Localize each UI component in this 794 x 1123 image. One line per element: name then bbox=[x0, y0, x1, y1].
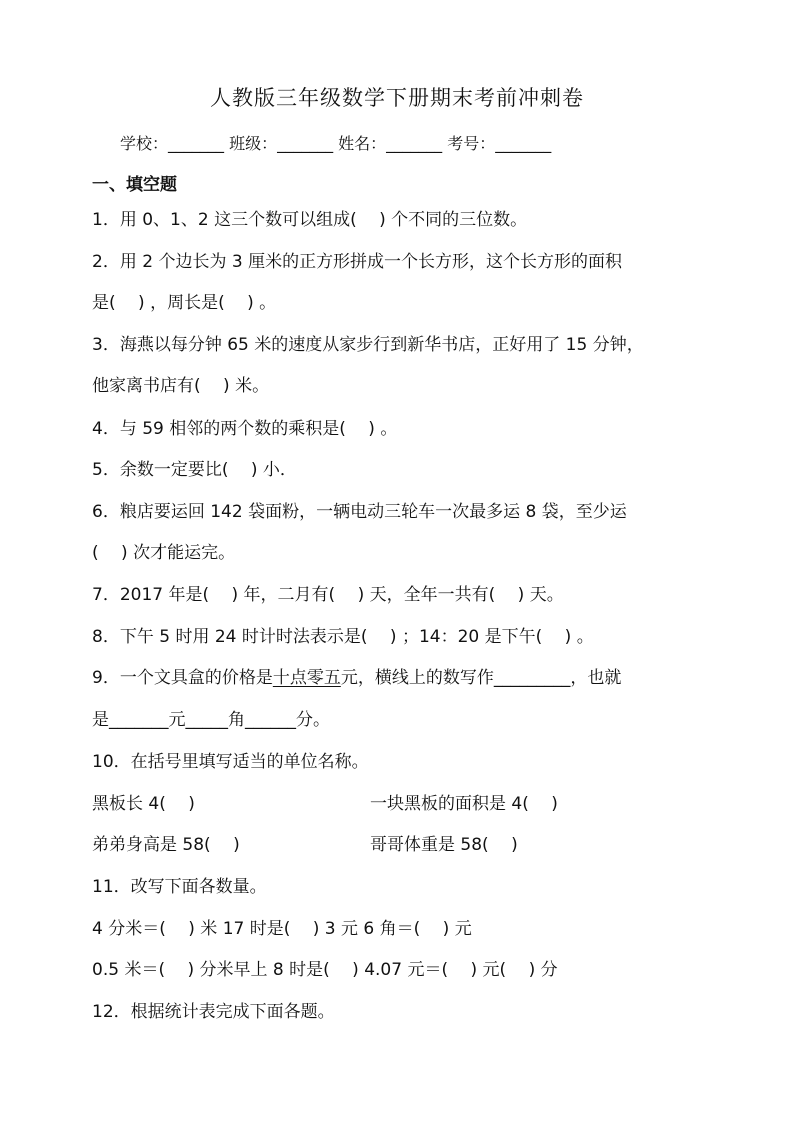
q9-underlined-amount: 十点零五 bbox=[272, 668, 341, 688]
question-9-line-2: 是_______元_____角______分。 bbox=[92, 710, 330, 730]
question-7: 7．2017 年是( ) 年，二月有( ) 天，全年一共有( ) 天。 bbox=[92, 585, 564, 605]
question-10: 10．在括号里填写适当的单位名称。 bbox=[92, 752, 369, 772]
question-1: 1．用 0、1、2 这三个数可以组成( ) 个不同的三位数。 bbox=[92, 210, 528, 230]
q10-item-a: 黑板长 4( ) bbox=[92, 794, 195, 814]
question-11: 11．改写下面各数量。 bbox=[92, 877, 267, 897]
question-3-line-2: 他家离书店有( ) 米。 bbox=[92, 376, 270, 396]
question-3-line-1: 3．海燕以每分钟 65 米的速度从家步行到新华书店，正好用了 15 分钟， bbox=[92, 335, 644, 355]
q9-suffix: 元，横线上的数写作_________，也就 bbox=[340, 668, 622, 688]
q10-item-d: 哥哥体重是 58( ) bbox=[370, 835, 518, 855]
question-9-line-1 bbox=[92, 670, 621, 687]
page-title: 人教版三年级数学下册期末考前冲刺卷 bbox=[210, 86, 584, 110]
student-info-line: 学校：_______ 班级：_______ 姓名：_______ 考号：_______ bbox=[120, 134, 552, 153]
question-6-line-1: 6．粮店要运回 142 袋面粉，一辆电动三轮车一次最多运 8 袋，至少运 bbox=[92, 502, 627, 522]
question-12: 12．根据统计表完成下面各题。 bbox=[92, 1002, 335, 1022]
q11-row-2: 0.5 米＝( ) 分米早上 8 时是( ) 4.07 元＝( ) 元( ) 分 bbox=[92, 960, 558, 980]
question-2-line-2: 是( ) ，周长是( ) 。 bbox=[92, 293, 277, 313]
q10-item-b: 一块黑板的面积是 4( ) bbox=[370, 794, 558, 814]
q10-item-c: 弟弟身高是 58( ) bbox=[92, 835, 240, 855]
question-4: 4．与 59 相邻的两个数的乘积是( ) 。 bbox=[92, 419, 398, 439]
question-5: 5．余数一定要比( ) 小． bbox=[92, 460, 297, 480]
question-2-line-1: 2．用 2 个边长为 3 厘米的正方形拼成一个长方形，这个长方形的面积 bbox=[92, 252, 623, 272]
q11-row-1: 4 分米＝( ) 米 17 时是( ) 3 元 6 角＝( ) 元 bbox=[92, 919, 472, 939]
question-6-line-2: ( ) 次才能运完。 bbox=[92, 543, 236, 563]
question-8: 8．下午 5 时用 24 时计时法表示是( ) ；14：20 是下午( ) 。 bbox=[92, 627, 594, 647]
section-heading: 一、填空题 bbox=[92, 175, 177, 195]
q9-prefix: 9．一个文具盒的价格是 bbox=[92, 668, 273, 688]
